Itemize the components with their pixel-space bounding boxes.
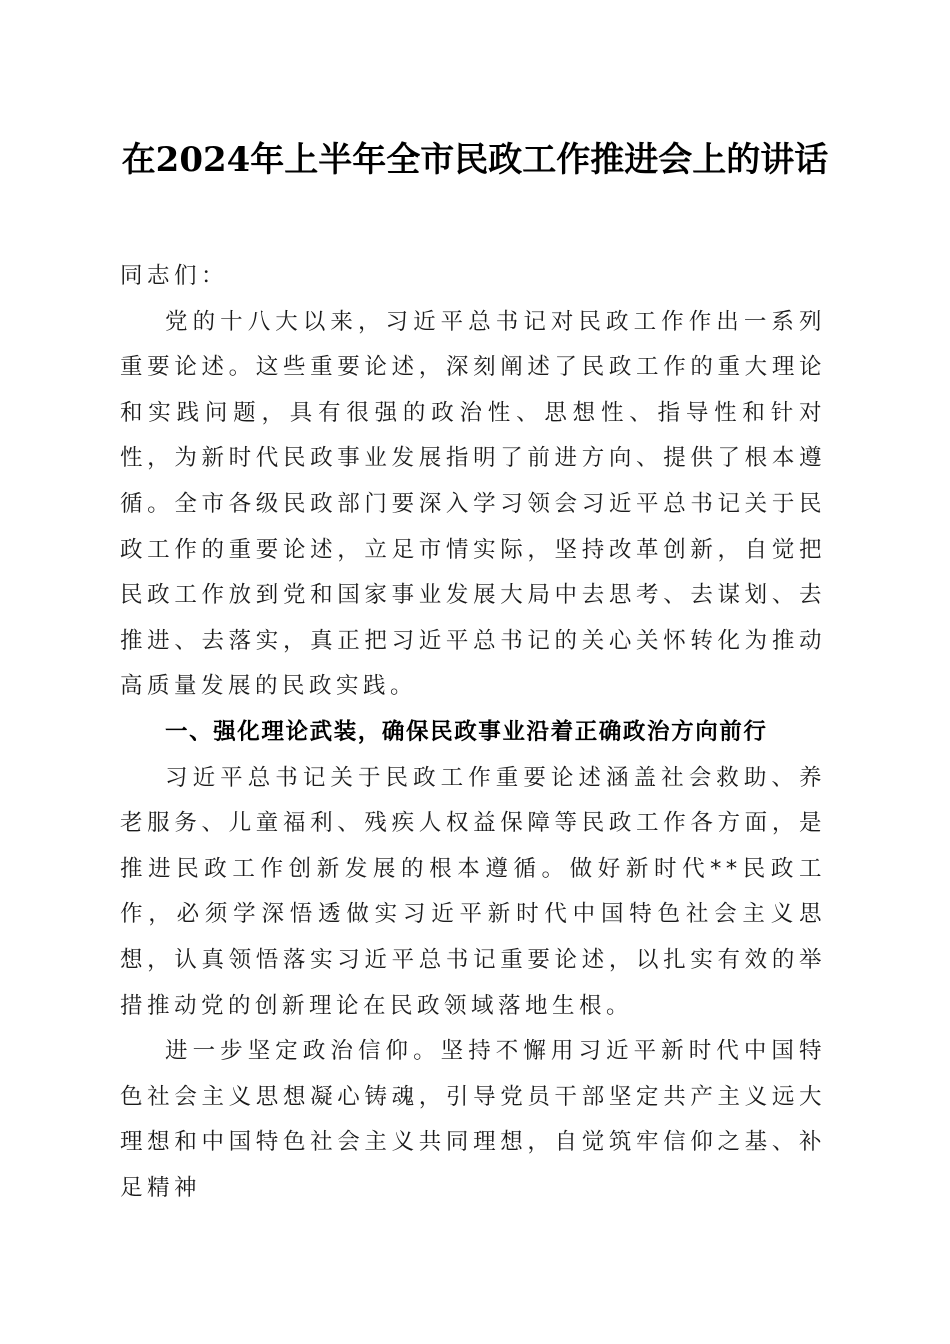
document-body <box>120 254 826 1211</box>
section-paragraph: 进一步坚定政治信仰。坚持不懈用习近平新时代中国特色社会主义思想凝心铸魂，引导党员干部坚定共产主义远大理想和中国特色社会主义共同理想，自觉筑牢信仰之基、补足精神 <box>120 1038 826 1201</box>
section-heading: 一、强化理论武装，确保民政事业沿着正确政治方向前行 <box>165 718 768 745</box>
section-paragraph: 习近平总书记关于民政工作重要论述涵盖社会救助、养老服务、儿童福利、残疾人权益保障等民政工作各方面，是推进民政工作创新发展的根本遵循。做好新时代**民政工作，必须学深悟透做实习近平新时代中国特色社会主义思想，认真领悟落实习近平总书记重要论述，以扎实有效的举措推动党的创新理论在民政领域落地生根。 <box>120 764 826 1019</box>
document-title: 在2024年上半年全市民政工作推进会上的讲话 <box>121 140 829 180</box>
greeting: 同志们： <box>120 263 229 289</box>
intro-paragraph: 党的十八大以来，习近平总书记对民政工作作出一系列重要论述。这些重要论述，深刻阐述了民政工作的重大理论和实践问题，具有很强的政治性、思想性、指导性和针对性，为新时代民政事业发展指明了前进方向、提供了根本遵循。全市各级民政部门要深入学习领会习近平总书记关于民政工作的重要论述，立足市情实际，坚持改革创新，自觉把民政工作放到党和国家事业发展大局中去思考、去谋划、去推进、去落实，真正把习近平总书记的关心关怀转化为推动高质量发展的民政实践。 <box>120 308 826 700</box>
